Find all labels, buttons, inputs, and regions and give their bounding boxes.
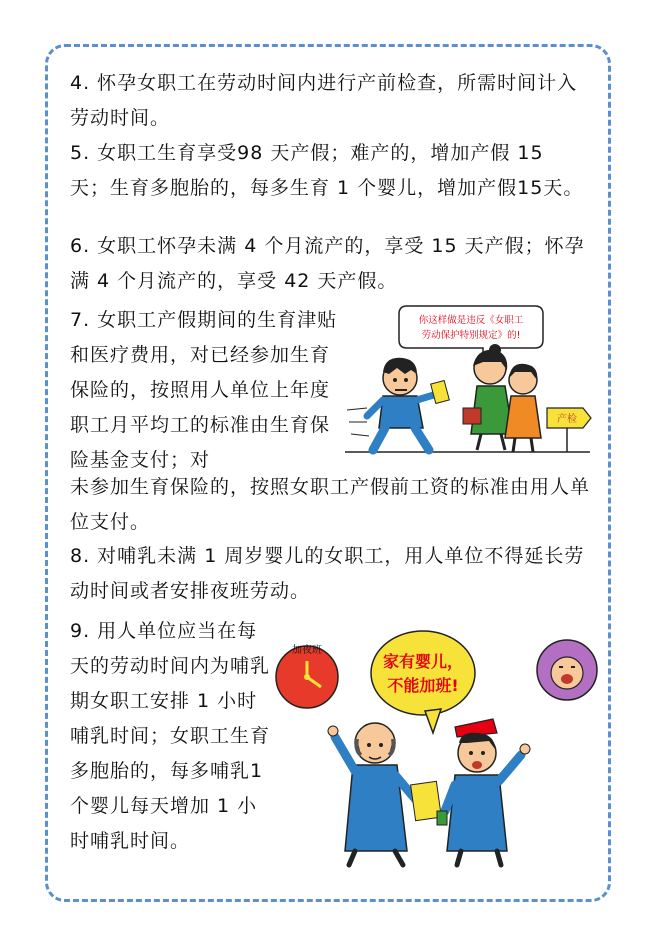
sign-text: 产检 <box>557 414 577 425</box>
manager-figure <box>328 723 417 865</box>
woman-worker-figure <box>437 719 530 865</box>
paragraph-4: 4. 怀孕女职工在劳动时间内进行产前检查，所需时间计入劳动时间。 <box>70 72 578 129</box>
paragraph-8: 8. 对哺乳未满 1 周岁婴儿的女职工，用人单位不得延长劳动时间或者安排夜班劳动。 <box>70 545 585 602</box>
paragraph-5: 5. 女职工生育享受98 天产假；难产的，增加产假 15 天；生育多胞胎的，每多生育 1 个婴儿，增加产假15天。 <box>70 142 584 199</box>
prenatal-check-sign <box>547 408 591 452</box>
crying-baby-icon <box>537 640 597 700</box>
paragraph-6: 6. 女职工怀孕未满 4 个月流产的，享受 15 天产假；怀孕满 4 个月流产的，享受 42 天产假。 <box>70 235 585 292</box>
illustration-prenatal-check <box>345 300 597 460</box>
speech-text-line-1: 你这样做是违反《女职工 <box>418 315 524 326</box>
speech-text-line-2: 劳动保护特别规定》的! <box>421 330 521 341</box>
clock-icon <box>276 643 338 708</box>
illustration-night-shift <box>275 615 600 870</box>
paragraph-7-part-1: 7. 女职工产假期间的生育津贴和医疗费用，对已经参加生育保险的，按照用人单位上年度职工月平均工的标准由生育保险基金支付；对 <box>70 309 338 471</box>
paragraph-9: 9. 用人单位应当在每天的劳动时间内为哺乳期女职工安排 1 小时哺乳时间；女职工生育多胞胎的，每多哺乳1个婴儿每天增加 1 小时哺乳时间。 <box>70 620 271 852</box>
man-figure <box>367 358 449 450</box>
speech-text-line-1: 家有婴儿， <box>382 652 464 671</box>
clock-label: 加夜班 <box>292 645 322 656</box>
speech-bubble <box>371 631 475 733</box>
paragraph-7-part-2: 未参加生育保险的，按照女职工产假前工资的标准由用人单位支付。 <box>70 476 591 533</box>
woman-figure <box>505 364 541 452</box>
speech-text-line-2: 不能加班! <box>387 676 459 695</box>
